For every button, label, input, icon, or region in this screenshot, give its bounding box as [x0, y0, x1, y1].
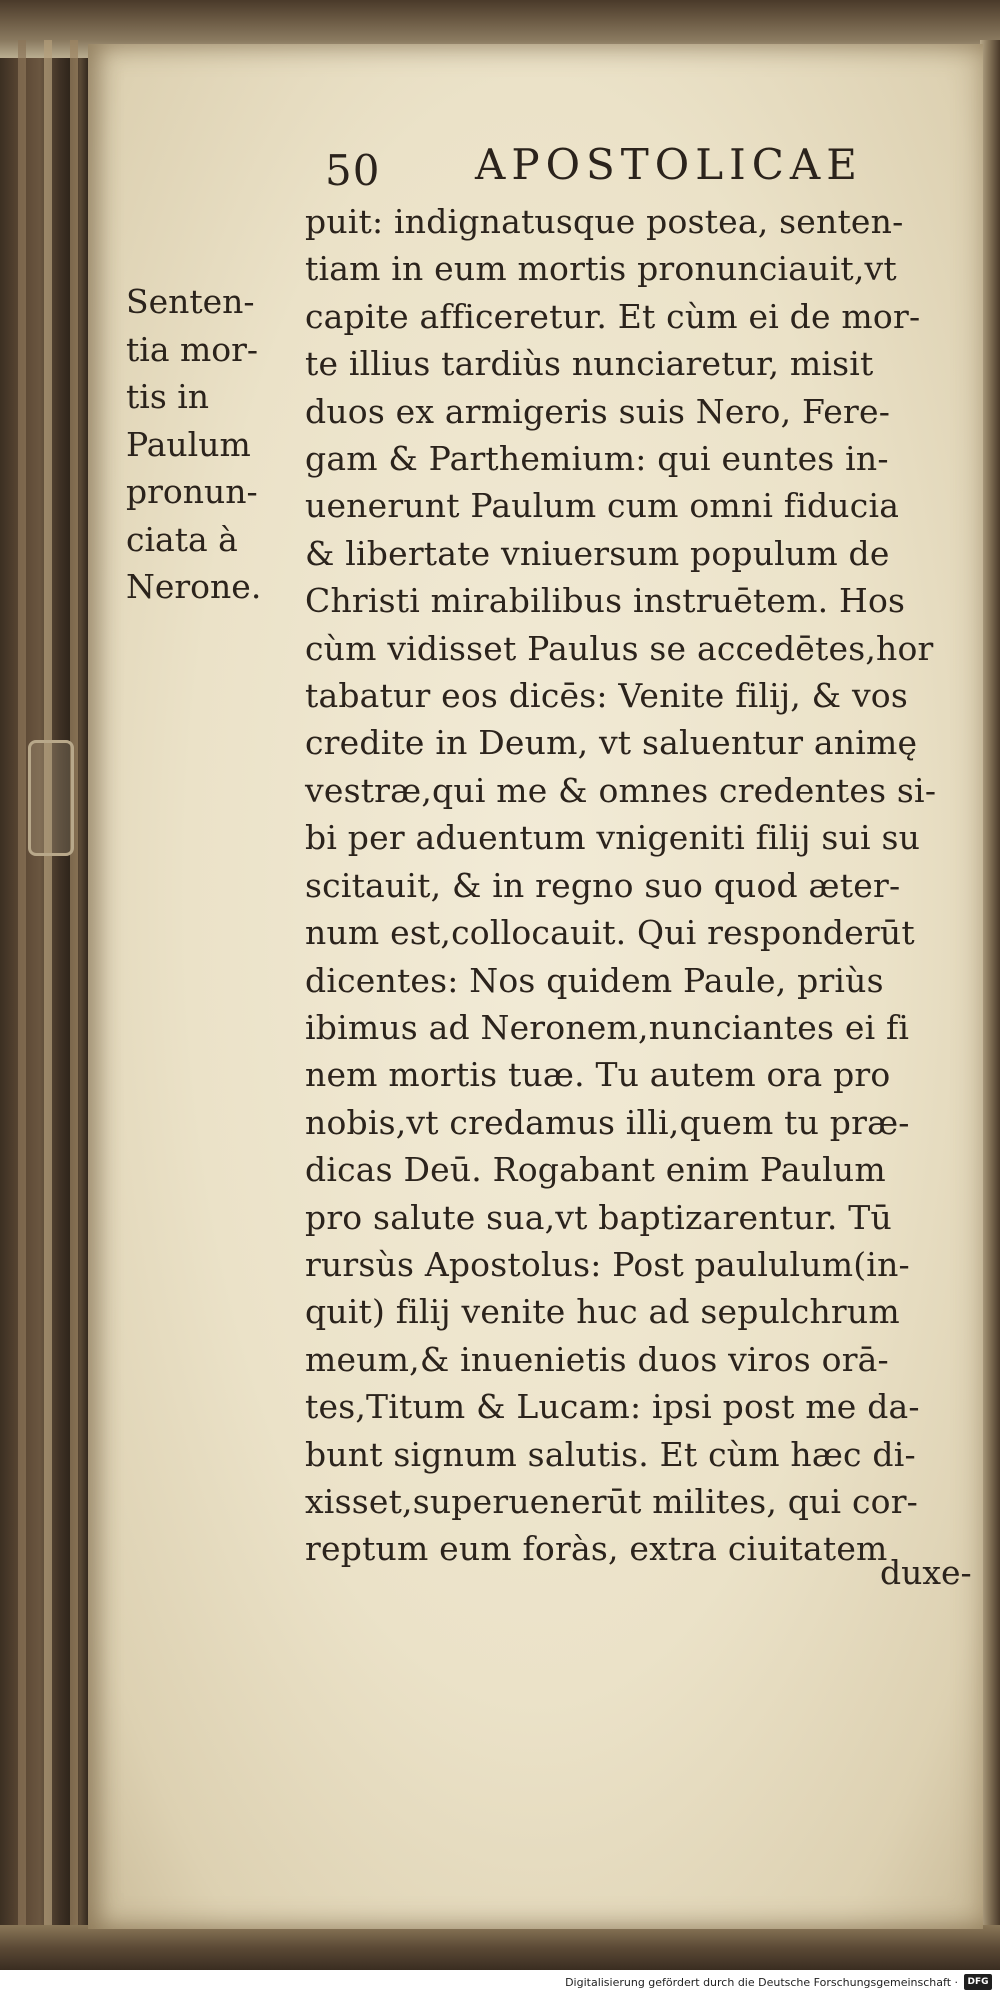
marginal-note-line: ciata à	[126, 519, 238, 559]
page-fore-edge	[980, 40, 1000, 1930]
text-line: xisset,superuenerūt milites, qui cor-	[305, 1481, 919, 1521]
text-line: gam & Parthemium: qui euntes in-	[305, 439, 889, 479]
dfg-logo: DFG	[964, 1974, 992, 1990]
text-line: pro salute sua,vt baptizarentur. Tū	[305, 1197, 892, 1237]
text-line: rursùs Apostolus: Post paululum(in-	[305, 1244, 910, 1284]
text-line: capite afficeretur. Et cùm ei de mor-	[305, 296, 921, 336]
text-line: cùm vidisset Paulus se accedētes,hor	[305, 628, 934, 668]
marginal-note-line: Senten-	[126, 282, 255, 321]
text-line: tes,Titum & Lucam: ipsi post me da-	[305, 1387, 920, 1427]
text-line: Christi mirabilibus instruētem. Hos	[305, 581, 906, 621]
text-line: num est,collocauit. Qui responderūt	[305, 913, 915, 953]
text-line: meum,& inuenietis duos viros orā-	[305, 1339, 889, 1379]
text-line: bunt signum salutis. Et cùm hæc di-	[305, 1434, 916, 1474]
marginal-note-line: Paulum	[126, 424, 251, 464]
marginal-note	[126, 278, 296, 611]
binding-strip	[18, 40, 26, 1930]
text-line: uenerunt Paulum cum omni fiducia	[305, 486, 900, 526]
text-line: dicentes: Nos quidem Paule, priùs	[305, 960, 884, 1000]
text-line: nobis,vt credamus illi,quem tu præ-	[305, 1102, 910, 1142]
text-line: duos ex armigeris suis Nero, Fere-	[305, 391, 891, 431]
text-line: bi per aduentum vnigeniti filij sui su	[305, 818, 921, 858]
binding-strip	[70, 40, 78, 1930]
book-bottom-edge	[0, 1925, 1000, 1970]
binding-strip	[44, 40, 52, 1930]
text-line: & libertate vniuersum populum de	[305, 533, 890, 573]
funding-credit: Digitalisierung gefördert durch die Deutsche Forschungsgemeinschaft ·	[565, 1976, 958, 1989]
marginal-note-line: tis in	[126, 377, 210, 416]
text-line: te illius tardiùs nunciaretur, misit	[305, 344, 874, 384]
digitization-footer	[0, 1970, 1000, 1997]
text-line: tiam in eum mortis pronunciauit,vt	[305, 249, 897, 289]
text-line: scitauit, & in regno suo quod æter-	[305, 865, 901, 905]
text-line: tabatur eos dicēs: Venite filij, & vos	[305, 676, 908, 716]
text-line: dicas Deū. Rogabant enim Paulum	[305, 1150, 886, 1190]
marginal-note-line: Nerone.	[126, 567, 262, 606]
text-line: nem mortis tuæ. Tu autem ora pro	[305, 1055, 891, 1095]
binding-clasp	[28, 740, 74, 856]
text-line: puit: indignatusque postea, senten-	[305, 202, 904, 241]
page-number: 50	[325, 146, 381, 195]
body-text	[305, 198, 980, 1573]
text-line: reptum eum foràs, extra ciuitatem	[305, 1529, 888, 1569]
text-line: credite in Deum, vt saluentur animę	[305, 723, 918, 763]
text-line: vestræ,qui me & omnes credentes si-	[305, 770, 937, 810]
catchword: duxe-	[880, 1553, 972, 1592]
text-line: quit) filij venite huc ad sepulchrum	[305, 1292, 900, 1332]
marginal-note-line: pronun-	[126, 472, 258, 511]
marginal-note-line: tia mor-	[126, 329, 259, 369]
running-head: APOSTOLICAE	[475, 140, 863, 189]
text-line: ibimus ad Neronem,nunciantes ei fi	[305, 1007, 910, 1047]
page-header	[325, 140, 945, 200]
